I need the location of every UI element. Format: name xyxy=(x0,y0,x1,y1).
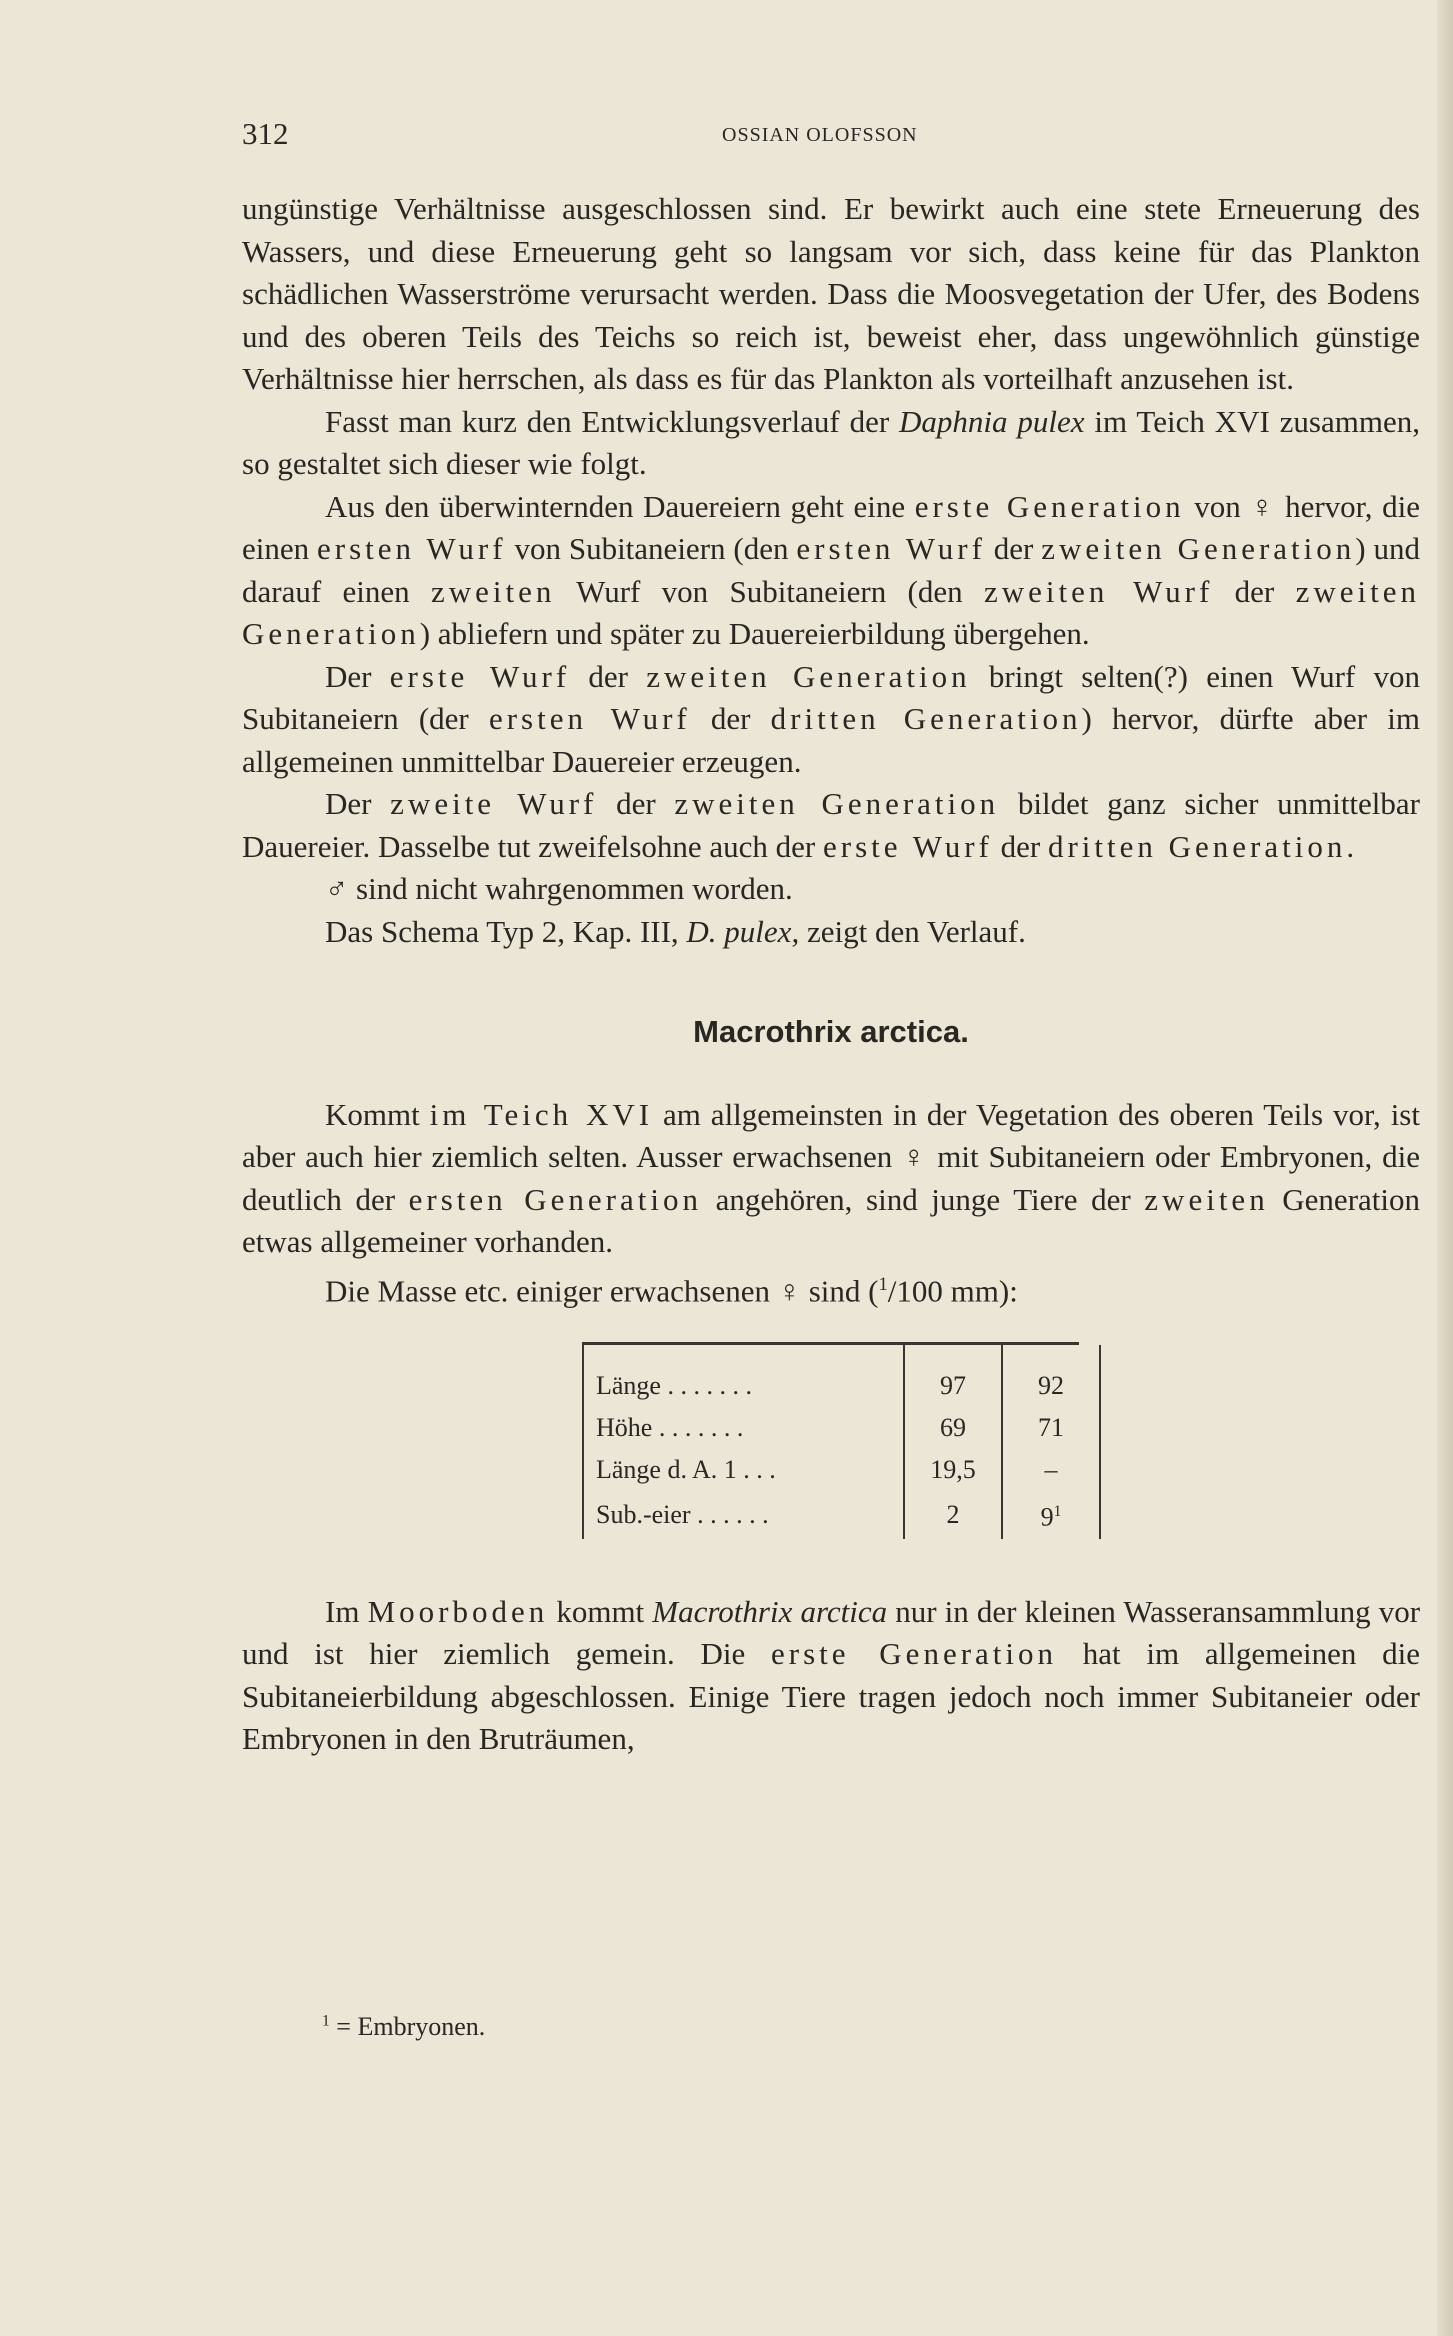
spaced-text: zweiten Generation xyxy=(1041,531,1356,566)
paragraph-10 xyxy=(242,1591,1420,1761)
table-row xyxy=(583,1345,1100,1407)
value-text: 9 xyxy=(1040,1502,1054,1532)
footnote-marker: 1 xyxy=(322,2012,330,2030)
value-cell xyxy=(1002,1345,1100,1407)
spaced-text: zweiten Generation xyxy=(646,658,971,694)
value-cell: 97 xyxy=(904,1345,1002,1407)
species-name: Macrothrix arctica xyxy=(652,1593,888,1629)
value-text: 71 xyxy=(1038,1413,1064,1443)
text-run: der xyxy=(597,786,675,821)
text-run: Aus den überwinternden Dauereiern geht eine xyxy=(325,488,915,524)
value-text: 92 xyxy=(1038,1371,1064,1401)
body-text xyxy=(242,188,1420,1761)
species-name: D. pulex, xyxy=(686,913,800,949)
value-cell xyxy=(1002,1407,1100,1449)
text-run: im Teich XVI zusammen, so gestaltet sich dieser wie folgt. xyxy=(242,403,1420,481)
paragraph-4 xyxy=(242,656,1420,784)
text-run: /100 mm): xyxy=(887,1272,1018,1308)
spaced-text: zweite Wurf xyxy=(390,786,598,821)
text-run: Die Masse etc. einiger erwachsenen ♀ sind ( xyxy=(325,1272,879,1308)
text-run: von ♀ hervor, die einen xyxy=(242,488,1421,566)
spaced-text: im Teich XVI xyxy=(429,1096,654,1132)
text-run: kommt xyxy=(548,1593,653,1629)
page-number: 312 xyxy=(242,116,289,151)
text-run: der xyxy=(570,658,647,694)
text-run: zeigt den Verlauf. xyxy=(799,913,1026,949)
spaced-text: Moorboden xyxy=(367,1593,549,1629)
spaced-text: ersten Wurf xyxy=(796,531,986,566)
table-row xyxy=(583,1449,1100,1491)
value-cell xyxy=(1002,1449,1100,1491)
footnote xyxy=(322,2012,485,2042)
spaced-text: dritten Generation xyxy=(1047,828,1347,864)
page-header xyxy=(242,116,1422,156)
paragraph-6: ♂ sind nicht wahrgenommen worden. xyxy=(325,871,793,906)
text-run: Wurf von Subitaneiern (den xyxy=(555,573,984,609)
paragraph-3 xyxy=(242,486,1420,656)
text-run: bringt selten(?) einen Wurf von Subitaneiern (der xyxy=(242,658,1420,736)
spaced-text: ersten Wurf xyxy=(317,531,507,566)
measurement-table xyxy=(582,1345,1101,1539)
spaced-text: erste Wurf xyxy=(389,658,571,694)
text-run: Der xyxy=(325,658,390,694)
paragraph-7 xyxy=(242,911,1420,954)
row-label: Länge . . . . . . . xyxy=(583,1345,904,1407)
spaced-text: erste Generation xyxy=(771,1636,1058,1672)
value-cell: 69 xyxy=(904,1407,1002,1449)
table-row xyxy=(583,1491,1100,1539)
text-run: . xyxy=(1346,828,1355,864)
spaced-text: zweiten Generation xyxy=(242,573,1420,651)
text-run: der xyxy=(992,828,1048,864)
text-run: bildet ganz sicher unmittelbar Dauereier. Dasselbe tut zweifelsohne auch der xyxy=(242,786,1420,864)
spaced-text: erste Wurf xyxy=(823,828,993,864)
text-run: hat im allgemeinen die Subitaneierbildung abgeschlossen. Einige Tiere tragen jedoch noch immer Subitaneier oder Embryonen in den Bruträumen, xyxy=(242,1636,1421,1757)
text-run: Im xyxy=(325,1593,368,1629)
row-label: Höhe . . . . . . . xyxy=(583,1407,904,1449)
spaced-text: ersten Generation xyxy=(408,1181,702,1217)
text-run: nur in der kleinen Wasseransammlung vor und ist hier ziemlich gemein. Die xyxy=(242,1593,1421,1672)
value-text: – xyxy=(1044,1455,1058,1485)
text-run: ) und darauf einen xyxy=(242,531,1420,609)
text-run: Fasst man kurz den Entwicklungsverlauf der xyxy=(325,403,900,439)
table-wrapper xyxy=(582,1342,1420,1539)
value-cell: 19,5 xyxy=(904,1449,1002,1491)
text-run: Kommt xyxy=(325,1096,430,1132)
text-run: der xyxy=(985,531,1042,566)
text-run: von Subitaneiern (den xyxy=(506,531,797,566)
text-run: ) abliefern und später zu Dauereierbildung übergehen. xyxy=(419,616,1090,651)
text-run: angehören, sind junge Tiere der xyxy=(701,1181,1145,1217)
spaced-text: erste Generation xyxy=(914,488,1185,524)
paragraph-9 xyxy=(242,1264,1420,1313)
species-name: Daphnia pulex xyxy=(899,403,1085,439)
paragraph-8 xyxy=(242,1094,1420,1264)
section-title: Macrothrix arctica. xyxy=(693,1014,969,1049)
spaced-text: ersten Wurf xyxy=(488,701,691,736)
footnote-ref: 1 xyxy=(1053,1503,1062,1521)
paragraph-1: ungünstige Verhältnisse ausgeschlossen sind. Er bewirkt auch eine stete Erneuerung des Wassers, und diese Erneuerung geht so langsam vor sich, dass keine für das Plankton schädlichen Wasserströme verursacht werden. Dass die Moosvegetation der Ufer, des Bodens und des oberen Teils des Teichs so reich ist, beweist eher, dass ungewöhnlich günstige Verhältnisse hier herrschen, als dass es für das Plankton als vorteilhaft anzusehen ist. xyxy=(242,191,1420,396)
text-run: ) hervor, dürfte aber im allgemeinen unmittelbar Dauereier erzeugen. xyxy=(242,701,1420,779)
row-label: Sub.-eier . . . . . . xyxy=(583,1491,904,1539)
spaced-text: zweiten Generation xyxy=(674,786,1000,821)
spaced-text: zweiten Wurf xyxy=(983,573,1214,609)
value-cell: 2 xyxy=(904,1491,1002,1539)
spaced-text: zweiten xyxy=(431,573,556,609)
running-head: OSSIAN OLOFSSON xyxy=(722,124,918,146)
page-edge-shadow xyxy=(1437,0,1453,2336)
paragraph-5 xyxy=(242,783,1420,868)
spaced-text: dritten Generation xyxy=(770,701,1082,736)
text-run: der xyxy=(1213,573,1296,609)
row-label: Länge d. A. 1 . . . xyxy=(583,1449,904,1491)
text-run: am allgemeinsten in der Vegetation des oberen Teils vor, ist aber auch hier ziemlich selten. Ausser erwachsenen ♀ mit Subitaneiern oder Embryonen, die deutlich der xyxy=(242,1096,1420,1217)
footnote-text: = Embryonen. xyxy=(329,2012,486,2041)
text-run: der xyxy=(690,701,771,736)
text-run: Generation etwas allgemeiner vorhanden. xyxy=(242,1181,1420,1259)
text-run: Das Schema Typ 2, Kap. III, xyxy=(325,913,687,949)
paragraph-2 xyxy=(242,401,1420,486)
table-row xyxy=(583,1407,1100,1449)
spaced-text: zweiten xyxy=(1144,1181,1269,1217)
superscript: 1 xyxy=(878,1273,888,1295)
text-run: Der xyxy=(325,786,391,821)
value-cell xyxy=(1002,1491,1100,1539)
